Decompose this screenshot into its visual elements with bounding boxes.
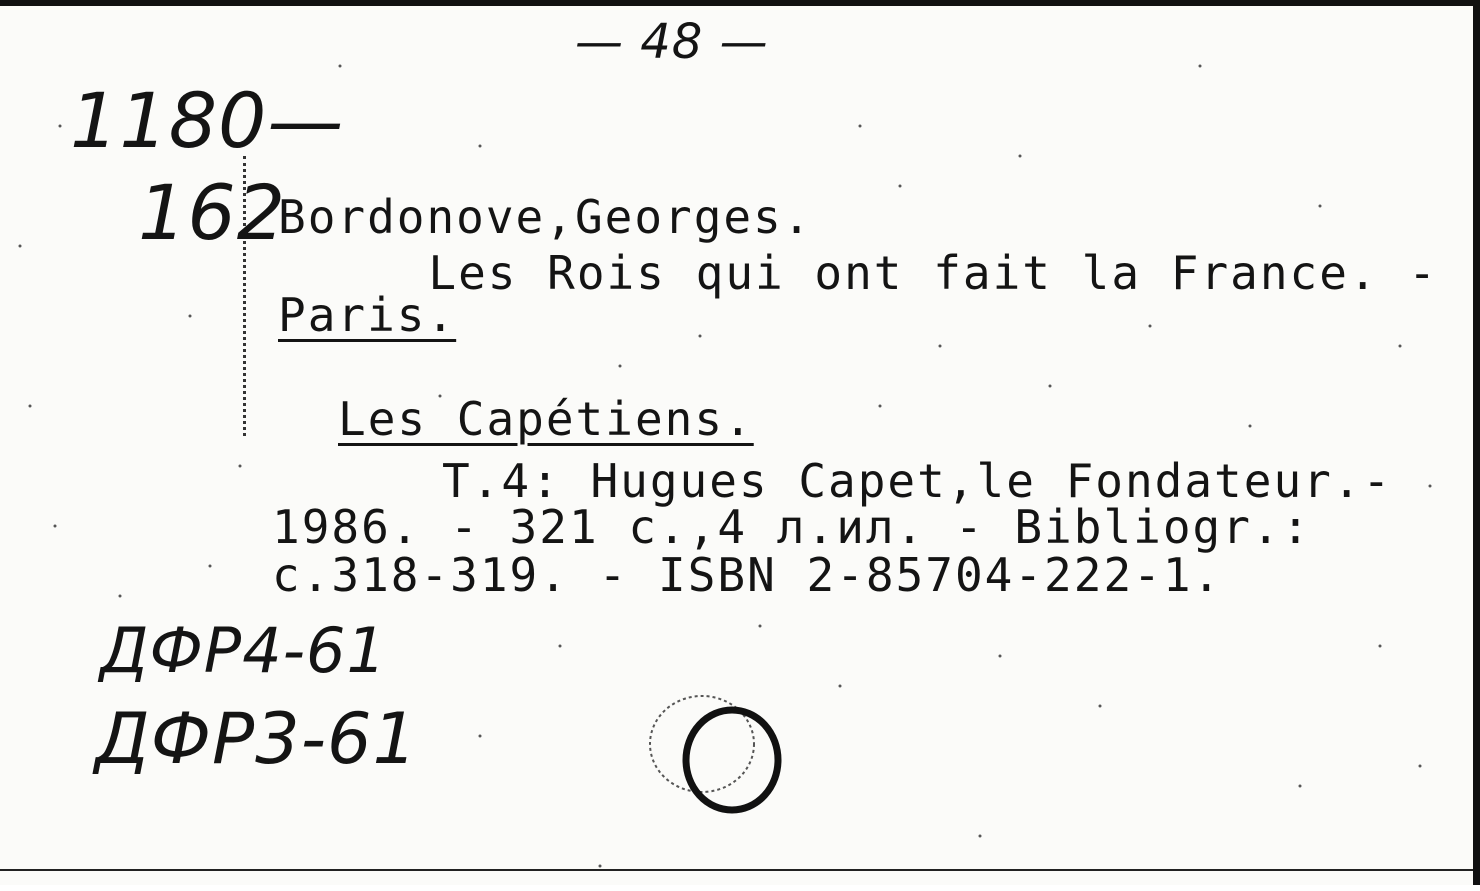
series-title: Les Capétiens.	[338, 392, 754, 446]
title-line-2: Paris.	[278, 288, 457, 342]
shelf-mark-line-1: 1180—	[70, 76, 345, 165]
card-bottom-edge	[0, 869, 1473, 885]
volume-line-2: 1986. - 321 с.,4 л.ил. - Bibliogr.:	[272, 500, 1312, 554]
location-mark-2: ДФР3-61	[95, 698, 419, 780]
circle-stamp-icon	[640, 686, 800, 826]
location-mark-1: ДФР4-61	[100, 614, 387, 687]
volume-line-3: с.318-319. - ISBN 2-85704-222-1.	[272, 548, 1223, 602]
volume-line-1: T.4: Hugues Capet,le Fondateur.-	[442, 454, 1393, 508]
page-number: — 48 —	[575, 14, 769, 70]
title-line-1: Les Rois qui ont fait la France. -	[428, 246, 1438, 300]
shelf-mark-line-2: 162	[138, 168, 287, 257]
author-heading: Bordonove,Georges.	[278, 190, 813, 244]
